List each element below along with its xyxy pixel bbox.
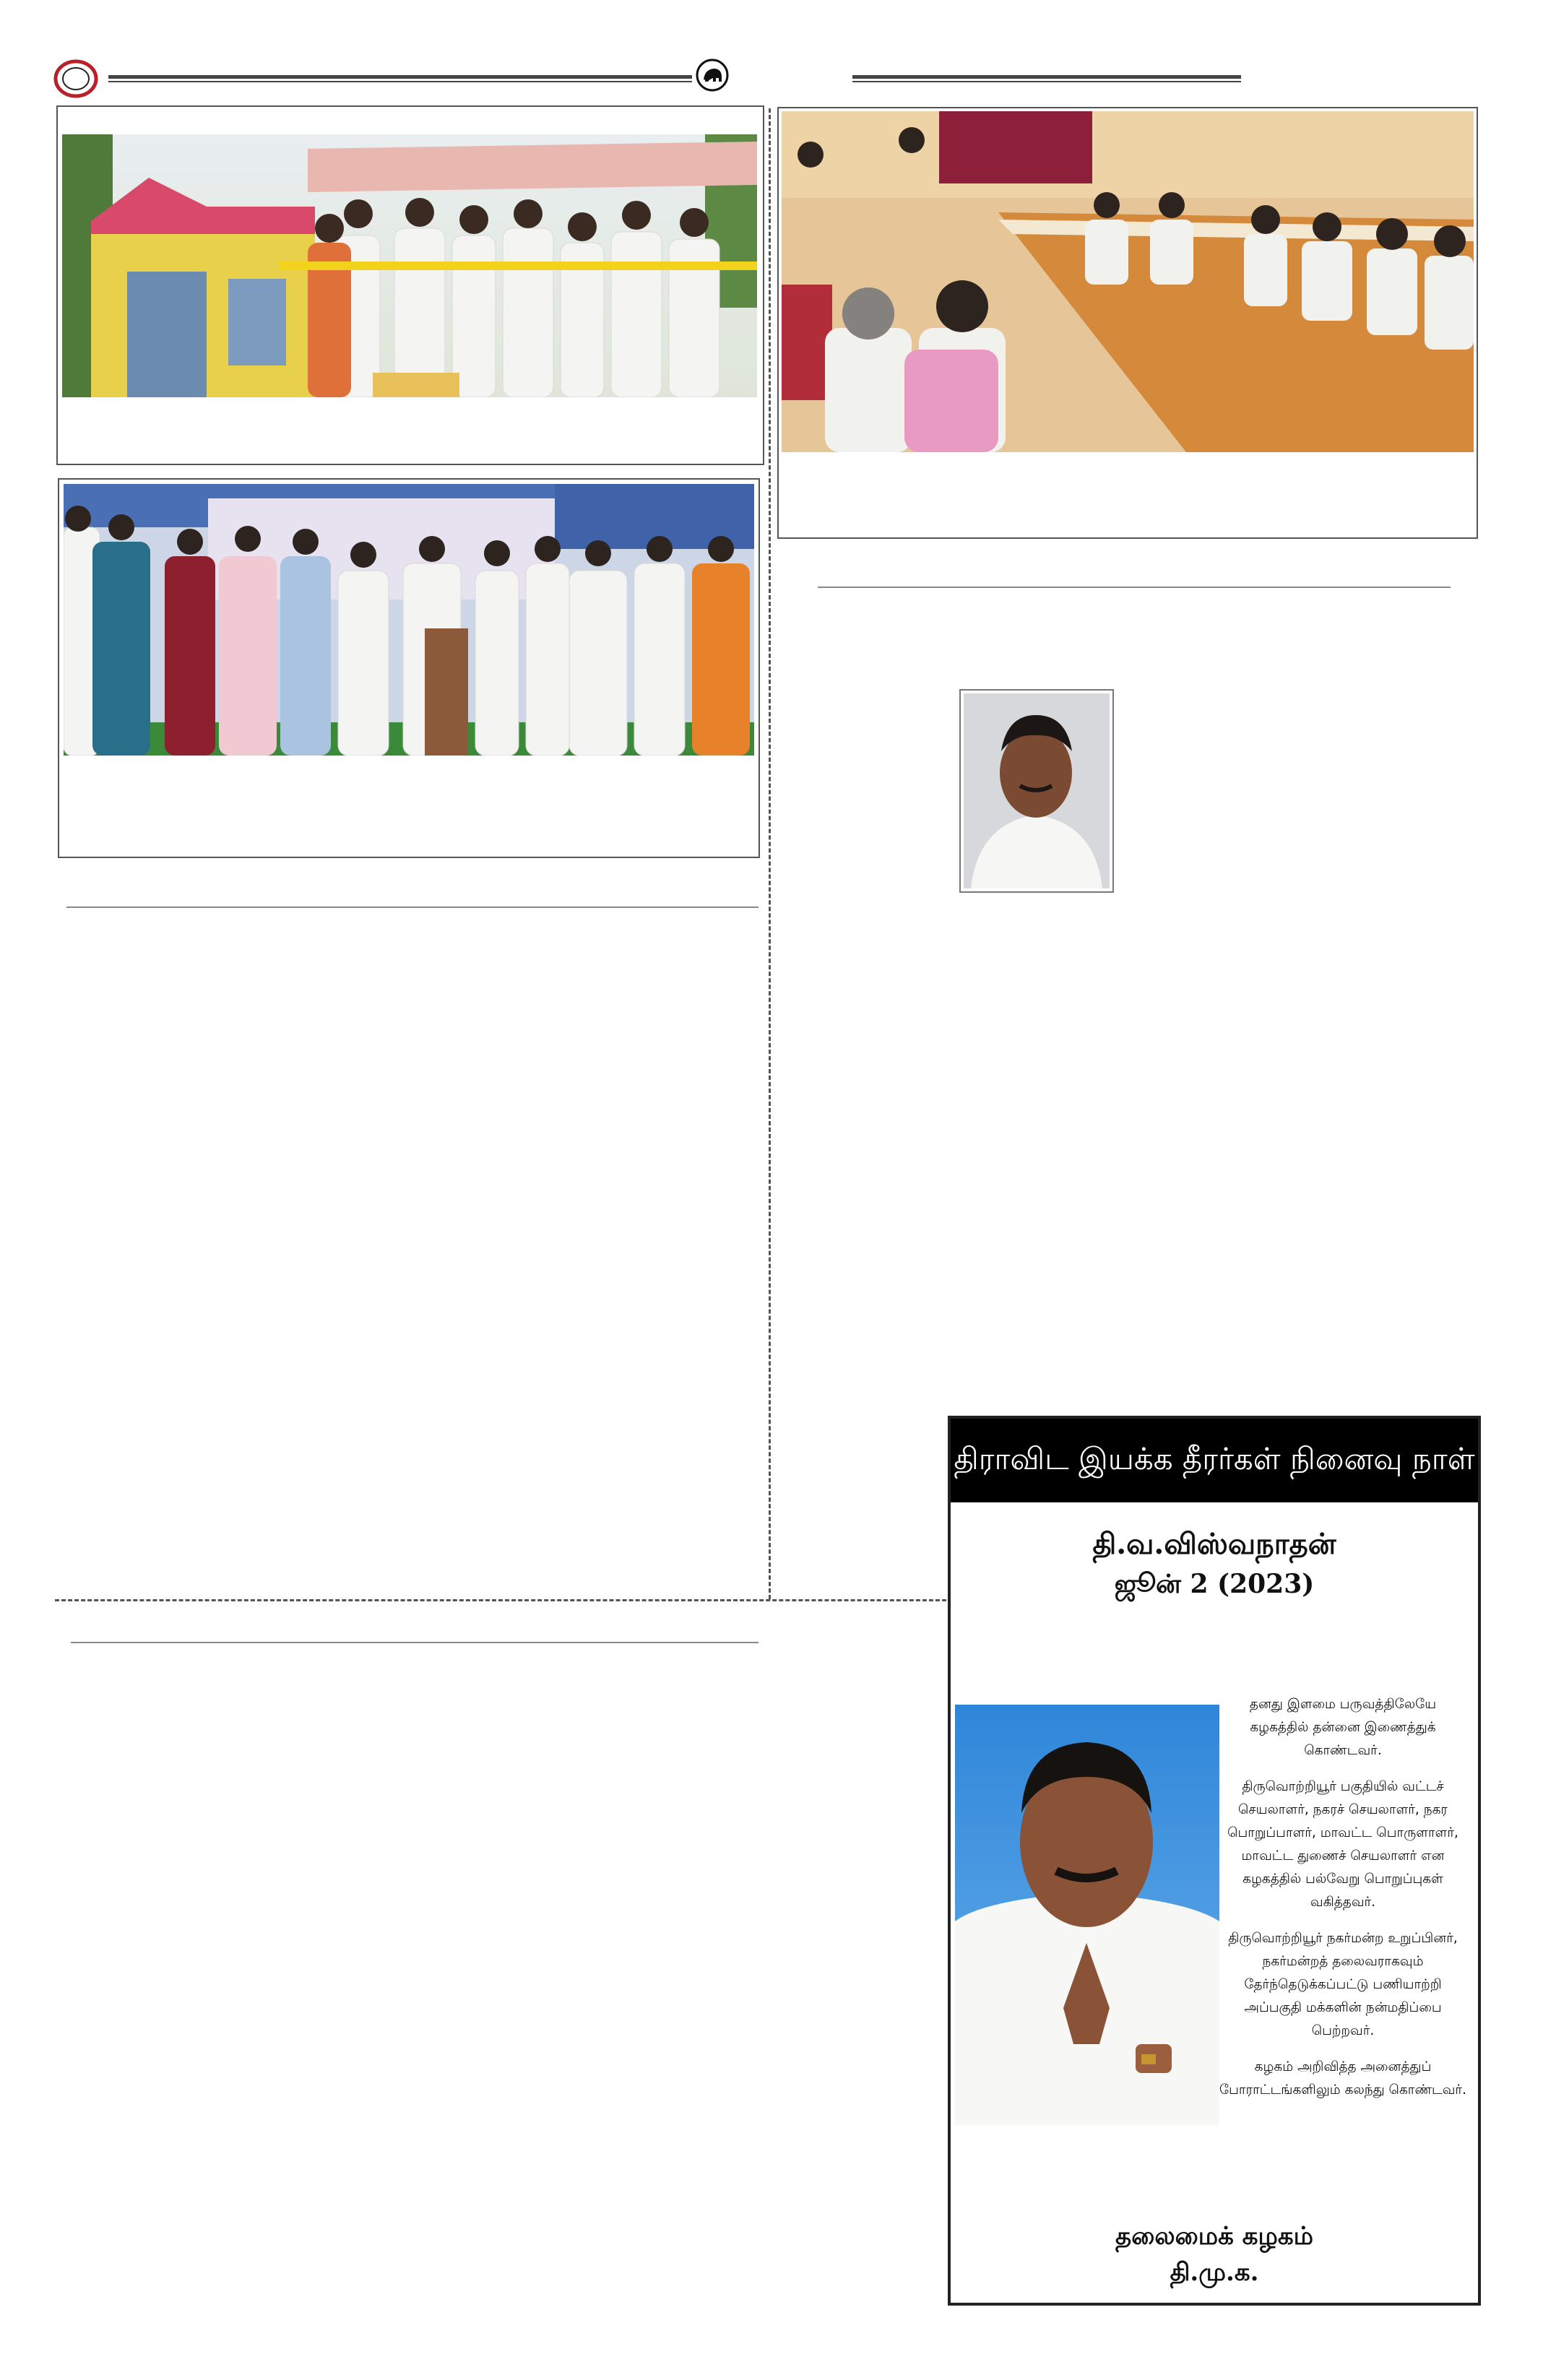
party-emblem bbox=[53, 59, 98, 98]
leader-portrait-photo bbox=[964, 693, 1110, 888]
bio-paragraph: கழகம் அறிவித்த அனைத்துப் போராட்டங்களிலும் கலந்து கொண்டவர். bbox=[1219, 2059, 1466, 2098]
memorial-footer-org: தலைமைக் கழகம் bbox=[1115, 2222, 1313, 2251]
header-rule-right bbox=[852, 75, 1241, 79]
left-article-rule bbox=[66, 906, 758, 908]
portrait-frame bbox=[959, 689, 1114, 893]
conference-meeting-photo bbox=[782, 111, 1474, 452]
bio-paragraph: திருவொற்றியூர் நகர்மன்ற உறுப்பினர், நகர்மன்றத் தலைவராகவும் தேர்ந்தெடுக்கப்பட்டு பணியாற்றி அப்பகுதி மக்களின் நன்மதிப்பை பெற்றவர். bbox=[1228, 1931, 1458, 2038]
memorial-bio bbox=[1219, 1693, 1466, 2115]
welfare-event-photo-frame bbox=[58, 478, 760, 858]
welfare-scheme-event-photo bbox=[64, 484, 754, 756]
header-rule-left bbox=[108, 75, 692, 79]
memorial-name: தி.வ.விஸ்வநாதன் bbox=[1092, 1527, 1336, 1561]
memorial-footer-party: தி.மு.க. bbox=[1170, 2258, 1259, 2287]
section-divider bbox=[55, 1599, 946, 1601]
meeting-photo-frame bbox=[777, 107, 1478, 539]
memorial-heading: திராவிட இயக்க தீரர்கள் நினைவு நாள் bbox=[951, 1419, 1478, 1502]
right-article-rule bbox=[818, 587, 1451, 588]
bio-paragraph: தனது இளமை பருவத்திலேயே கழகத்தில் தன்னை இணைத்துக் கொண்டவர். bbox=[1249, 1697, 1437, 1758]
ribbon-cutting-photo bbox=[62, 134, 757, 397]
memorial-portrait-photo bbox=[955, 1705, 1219, 2125]
lower-left-article-rule bbox=[71, 1642, 758, 1643]
memorial-notice bbox=[948, 1416, 1481, 2306]
header-rule-left-thin bbox=[108, 81, 692, 82]
elephant-icon bbox=[695, 58, 730, 92]
bio-paragraph: திருவொற்றியூர் பகுதியில் வட்டச் செயலாளர், நகரச் செயலாளர், நகர பொறுப்பாளர், மாவட்ட பொருளாளர், மாவட்ட துணைச் செயலாளர் என கழகத்தில் பல்வேறு பொறுப்புகள் வகித்தவர். bbox=[1227, 1779, 1458, 1910]
inauguration-photo-frame bbox=[56, 105, 764, 465]
header-rule-right-thin bbox=[852, 81, 1241, 82]
column-divider bbox=[769, 108, 771, 1599]
memorial-date: ஜூன் 2 (2023) bbox=[1114, 1569, 1315, 1599]
